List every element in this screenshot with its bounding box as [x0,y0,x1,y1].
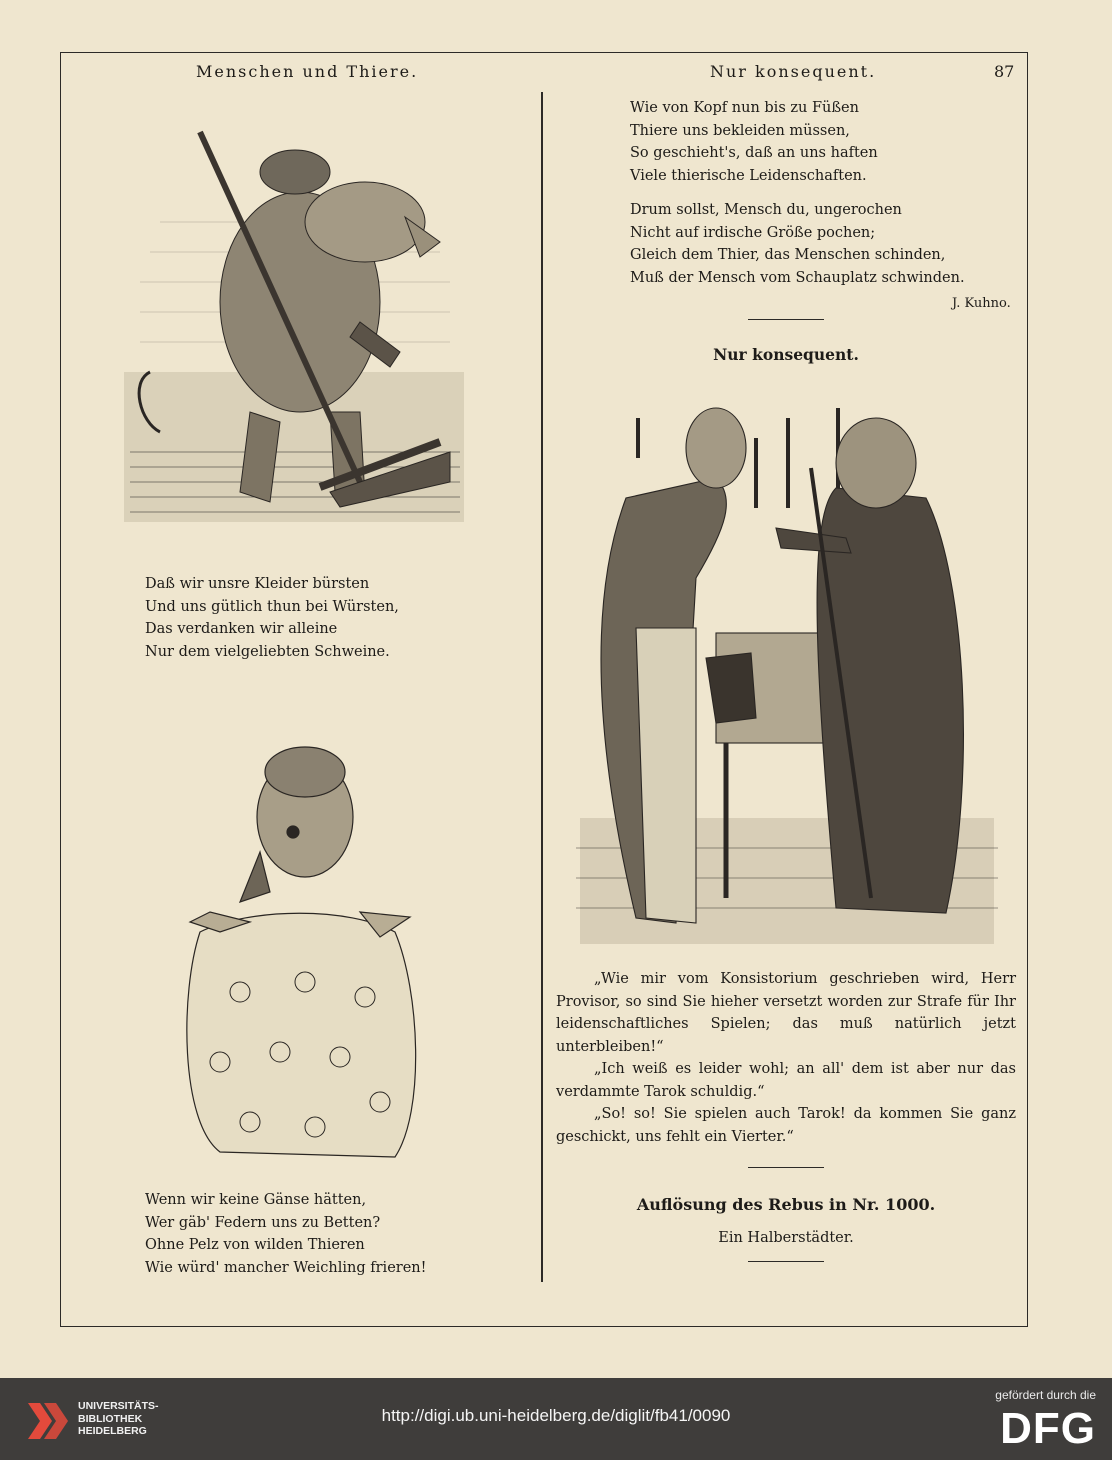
story-text [556,968,1016,1148]
goose-sack-illustration [180,732,430,1172]
poem-line: Wer gäb' Federn uns zu Betten? [145,1214,381,1231]
rebus-answer: Ein Halberstädter. [718,1230,854,1246]
two-men-illustration [576,378,998,948]
dfg-logo: DFG [1000,1404,1096,1453]
poem-line: Wenn wir keine Gänse hätten, [145,1192,367,1208]
right-running-header: Nur konsequent. [710,62,877,81]
poem-line: Ohne Pelz von wilden Thieren [145,1237,365,1253]
permalink-url[interactable]: http://digi.ub.uni-heidelberg.de/diglit/fb41/0090 [381,1406,731,1425]
poem-line: Gleich dem Thier, das Menschen schinden, [630,247,946,263]
column-divider [541,92,543,1282]
poem-line: Daß wir unsre Kleider bürsten [145,576,370,592]
poem-line: Drum sollst, Mensch du, ungerochen [630,202,902,218]
poem-line: So geschieht's, daß an uns haften [630,145,878,161]
library-line: UNIVERSITÄTS- [78,1400,159,1412]
separator-rule [748,1167,824,1168]
left-running-header: Menschen und Thiere. [196,62,419,81]
poem-line: Wie von Kopf nun bis zu Füßen [630,100,859,116]
poem-line: Muß der Mensch vom Schauplatz schwinden. [630,269,965,286]
poem-line: Nur dem vielgeliebten Schweine. [145,643,390,660]
story-title: Nur konsequent. [713,345,859,364]
rebus-title: Auflösung des Rebus in Nr. 1000. [636,1195,936,1214]
poem-line: Wie würd' mancher Weichling frieren! [145,1259,427,1276]
goose-verse [145,1189,426,1279]
poem-line: Das verdanken wir alleine [145,621,338,637]
library-line: HEIDELBERG [78,1425,147,1437]
story-paragraph-1: „Wie mir vom Konsistorium geschrieben wird, Herr Provisor, so sind Sie hieher versetzt worden zur Strafe für Ihr leidenschaftliches Spielen; das muß natürlich jetzt unterbleiben!“ [556,971,1016,1055]
poem-line: Thiere uns bekleiden müssen, [630,122,850,139]
viewer-footer [0,1378,1112,1460]
poem-line: Und uns gütlich thun bei Würsten, [145,598,399,615]
page-number: 87 [994,62,1015,81]
poem-line: Viele thierische Leidenschaften. [630,167,867,184]
right-poem-stanza-2 [630,199,965,289]
separator-rule [748,319,824,320]
story-paragraph-3: „So! so! Sie spielen auch Tarok! da kommen Sie ganz geschickt, uns fehlt ein Vierter.“ [556,1106,1016,1145]
funding-note: gefördert durch die [995,1388,1096,1402]
pig-verse [145,573,399,663]
separator-rule [748,1261,824,1262]
story-paragraph-2: „Ich weiß es leider wohl; an all' dem ist aber nur das verdammte Tarok schuldig.“ [556,1061,1016,1100]
poem-line: Nicht auf irdische Größe pochen; [630,224,876,241]
right-poem-stanza-1 [630,97,878,187]
poem-author: J. Kuhno. [952,296,1011,311]
pig-with-broom-illustration [120,122,470,532]
library-line: BIBLIOTHEK [78,1412,143,1425]
